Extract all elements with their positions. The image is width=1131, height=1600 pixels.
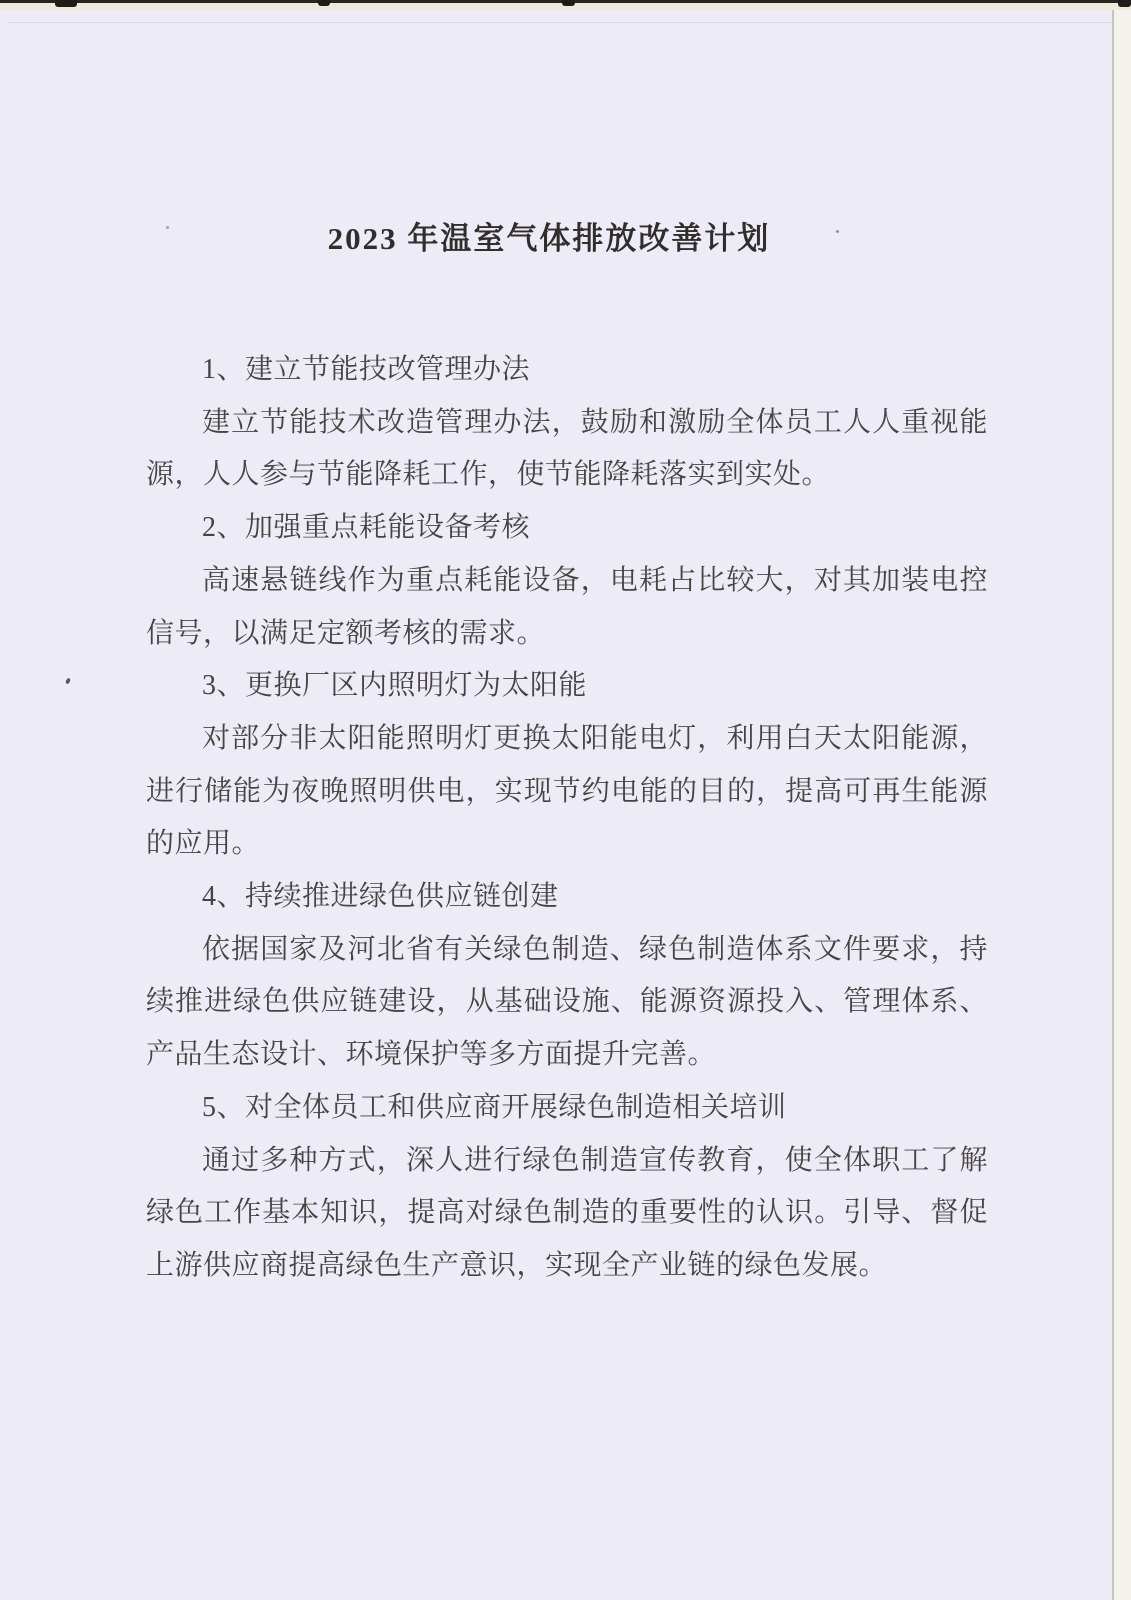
section [146, 660, 988, 871]
section-heading: 5、对全体员工和供应商开展绿色制造相关培训 [202, 1091, 787, 1123]
page-right-edge-line [1112, 10, 1114, 1600]
scan-artifact-mark [1118, 0, 1131, 7]
section-heading: 4、持续推进绿色供应链创建 [202, 881, 559, 913]
section-body: 建立节能技术改造管理办法，鼓励和激励全体员工人人重视能源，人人参与节能降耗工作，使节能降耗落实到实处。 [146, 406, 988, 491]
section-heading: 3、更换厂区内照明灯为太阳能 [202, 670, 588, 702]
scan-speck [836, 230, 839, 233]
section [146, 871, 988, 1082]
section-body: 通过多种方式，深人进行绿色制造宣传教育，使全体职工了解绿色工作基本知识，提高对绿色制造的重要性的认识。引导、督促上游供应商提高绿色生产意识，实现全产业链的绿色发展。 [146, 1144, 988, 1281]
scan-artifact-mark [318, 0, 330, 6]
document-content [146, 0, 988, 1293]
page-right-margin-area [1114, 10, 1131, 1600]
section [146, 344, 988, 502]
section [146, 1082, 988, 1293]
document-title: 2023 年温室气体排放改善计划 [327, 221, 771, 256]
scan-artifact-mark [55, 0, 77, 7]
section-body: 对部分非太阳能照明灯更换太阳能电灯，利用白天太阳能源，进行储能为夜晚照明供电，实现节约电能的目的，提高可再生能源的应用。 [146, 722, 988, 860]
scan-artifact-mark [562, 0, 575, 6]
scanner-top-strip [0, 0, 1131, 10]
section-body: 高速悬链线作为重点耗能设备，电耗占比较大，对其加装电控信号，以满足定额考核的需求。 [146, 564, 988, 649]
section [146, 502, 988, 660]
section-body: 依据国家及河北省有关绿色制造、绿色制造体系文件要求，持续推进绿色供应链建设，从基础设施、能源资源投入、管理体系、产品生态设计、环境保护等多方面提升完善。 [146, 933, 988, 1071]
section-heading: 2、加强重点耗能设备考核 [202, 512, 531, 544]
scan-speck [166, 226, 169, 229]
section-heading: 1、建立节能技改管理办法 [202, 354, 531, 385]
scan-speck [65, 677, 71, 684]
sections-container [146, 344, 988, 1293]
